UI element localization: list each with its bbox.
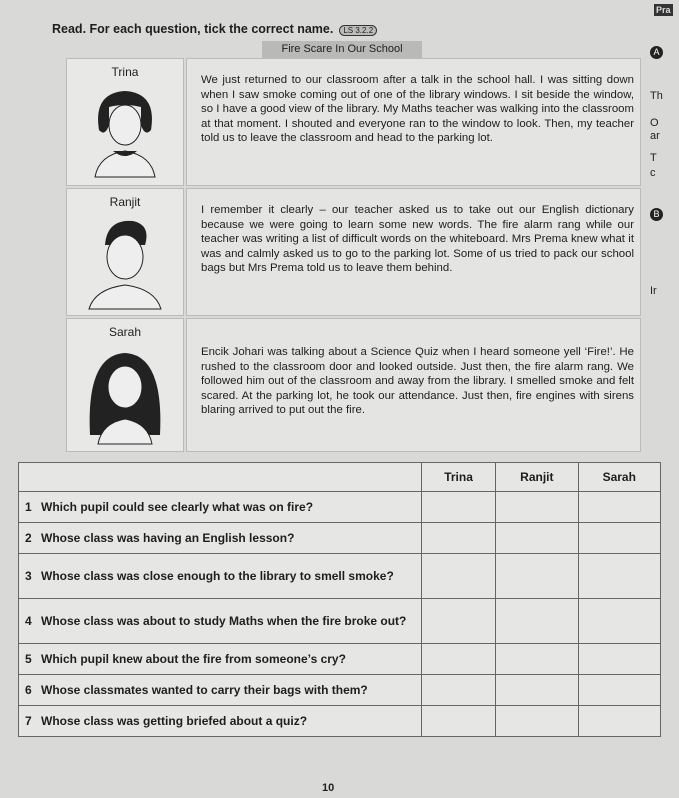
question-number: 5 (25, 651, 32, 666)
question-text: Whose classmates wanted to carry their bags with them? (41, 682, 368, 697)
tick-cell-ranjit[interactable] (496, 644, 578, 675)
header-question (19, 463, 422, 492)
question-number: 2 (25, 530, 32, 545)
pupil-card-trina (66, 58, 184, 186)
edge-fragment: Ir (650, 285, 657, 297)
tick-cell-trina[interactable] (422, 492, 496, 523)
pupil-text-ranjit: I remember it clearly – our teacher asked us to take out our English dictionary because we were going to learn some new words. The fire alarm rang while our teacher was writing a list of difficult words on the whiteboard. Mrs Prema knew what it was and calmly asked us to go to the parking lot. Some of us tried to pack our school bags but Mrs Prema told us to leave them behind. (186, 188, 641, 316)
question-number: 1 (25, 499, 32, 514)
tick-cell-sarah[interactable] (578, 523, 660, 554)
question-number: 4 (25, 613, 32, 628)
pupil-card-sarah (66, 318, 184, 452)
table-row (19, 644, 661, 675)
question-cell (19, 644, 422, 675)
edge-fragment: c (650, 167, 656, 179)
tick-cell-trina[interactable] (422, 644, 496, 675)
edge-fragment: O (650, 117, 659, 129)
question-cell (19, 599, 422, 644)
question-cell (19, 492, 422, 523)
table-header-row (19, 463, 661, 492)
section-marker-a: A (650, 46, 663, 59)
section-marker-b: B (650, 208, 663, 221)
pupil-name: Trina (111, 65, 139, 79)
tick-cell-ranjit[interactable] (496, 675, 578, 706)
instruction-text: Read. For each question, tick the correct name. (52, 22, 334, 36)
tick-cell-ranjit[interactable] (496, 706, 578, 737)
boy-illustration (85, 215, 165, 310)
pupil-text-trina: We just returned to our classroom after a talk in the school hall. I was sitting down when I saw smoke coming out of one of the library windows. I sit beside the window, so I have a good view of the library. My Maths teacher was walking into the classroom at that moment. I shouted and everyone ran to the window to look. Then, my teacher told us to leave the classroom and head to the parking lot. (186, 58, 641, 186)
tick-cell-ranjit[interactable] (496, 554, 578, 599)
margin-tab: Pra (656, 5, 671, 15)
tick-cell-sarah[interactable] (578, 599, 660, 644)
question-cell (19, 554, 422, 599)
girl-short-hair-illustration (85, 85, 165, 180)
girl-long-hair-illustration (80, 345, 170, 445)
tick-cell-trina[interactable] (422, 675, 496, 706)
question-text: Whose class was having an English lesson? (41, 530, 295, 545)
edge-fragment: Th (650, 90, 663, 102)
question-number: 7 (25, 713, 32, 728)
pupil-text-sarah: Encik Johari was talking about a Science Quiz when I heard someone yell ‘Fire!’. He rushed to the classroom door and looked outside. Just then, the fire alarm rang. We followed him out of the classroom and away from the library. I smelled smoke and felt scared. At the parking lot, he took our attendance. Just then, fire engines with sirens blaring arrived to put out the fire. (186, 318, 641, 452)
story-title: Fire Scare In Our School (262, 41, 422, 58)
edge-fragment: T (650, 152, 657, 164)
header-sarah: Sarah (578, 463, 660, 492)
header-trina: Trina (422, 463, 496, 492)
tick-cell-sarah[interactable] (578, 644, 660, 675)
answer-table (18, 462, 661, 737)
tick-cell-sarah[interactable] (578, 554, 660, 599)
pupil-name: Ranjit (109, 195, 141, 209)
instruction (52, 22, 377, 36)
table-row (19, 706, 661, 737)
question-text: Whose class was about to study Maths when the fire broke out? (41, 613, 407, 628)
question-cell (19, 523, 422, 554)
tick-cell-sarah[interactable] (578, 706, 660, 737)
table-row (19, 554, 661, 599)
table-row (19, 599, 661, 644)
pupil-card-ranjit (66, 188, 184, 316)
header-ranjit: Ranjit (496, 463, 578, 492)
question-text: Whose class was getting briefed about a quiz? (41, 713, 308, 728)
tick-cell-ranjit[interactable] (496, 599, 578, 644)
tick-cell-ranjit[interactable] (496, 492, 578, 523)
tick-cell-trina[interactable] (422, 554, 496, 599)
tick-cell-ranjit[interactable] (496, 523, 578, 554)
tick-cell-sarah[interactable] (578, 675, 660, 706)
question-text: Which pupil could see clearly what was on fire? (41, 499, 314, 514)
edge-fragment: ar (650, 130, 660, 142)
question-cell (19, 706, 422, 737)
table-row (19, 675, 661, 706)
page-number: 10 (322, 782, 335, 794)
question-number: 3 (25, 568, 32, 583)
question-number: 6 (25, 682, 32, 697)
tick-cell-sarah[interactable] (578, 492, 660, 523)
question-cell (19, 675, 422, 706)
pupil-name: Sarah (108, 325, 142, 339)
standard-badge: LS 3.2.2 (339, 25, 377, 36)
tick-cell-trina[interactable] (422, 523, 496, 554)
table-row (19, 492, 661, 523)
tick-cell-trina[interactable] (422, 706, 496, 737)
tick-cell-trina[interactable] (422, 599, 496, 644)
question-text: Whose class was close enough to the library to smell smoke? (41, 568, 394, 583)
question-text: Which pupil knew about the fire from someone’s cry? (41, 651, 346, 666)
table-row (19, 523, 661, 554)
